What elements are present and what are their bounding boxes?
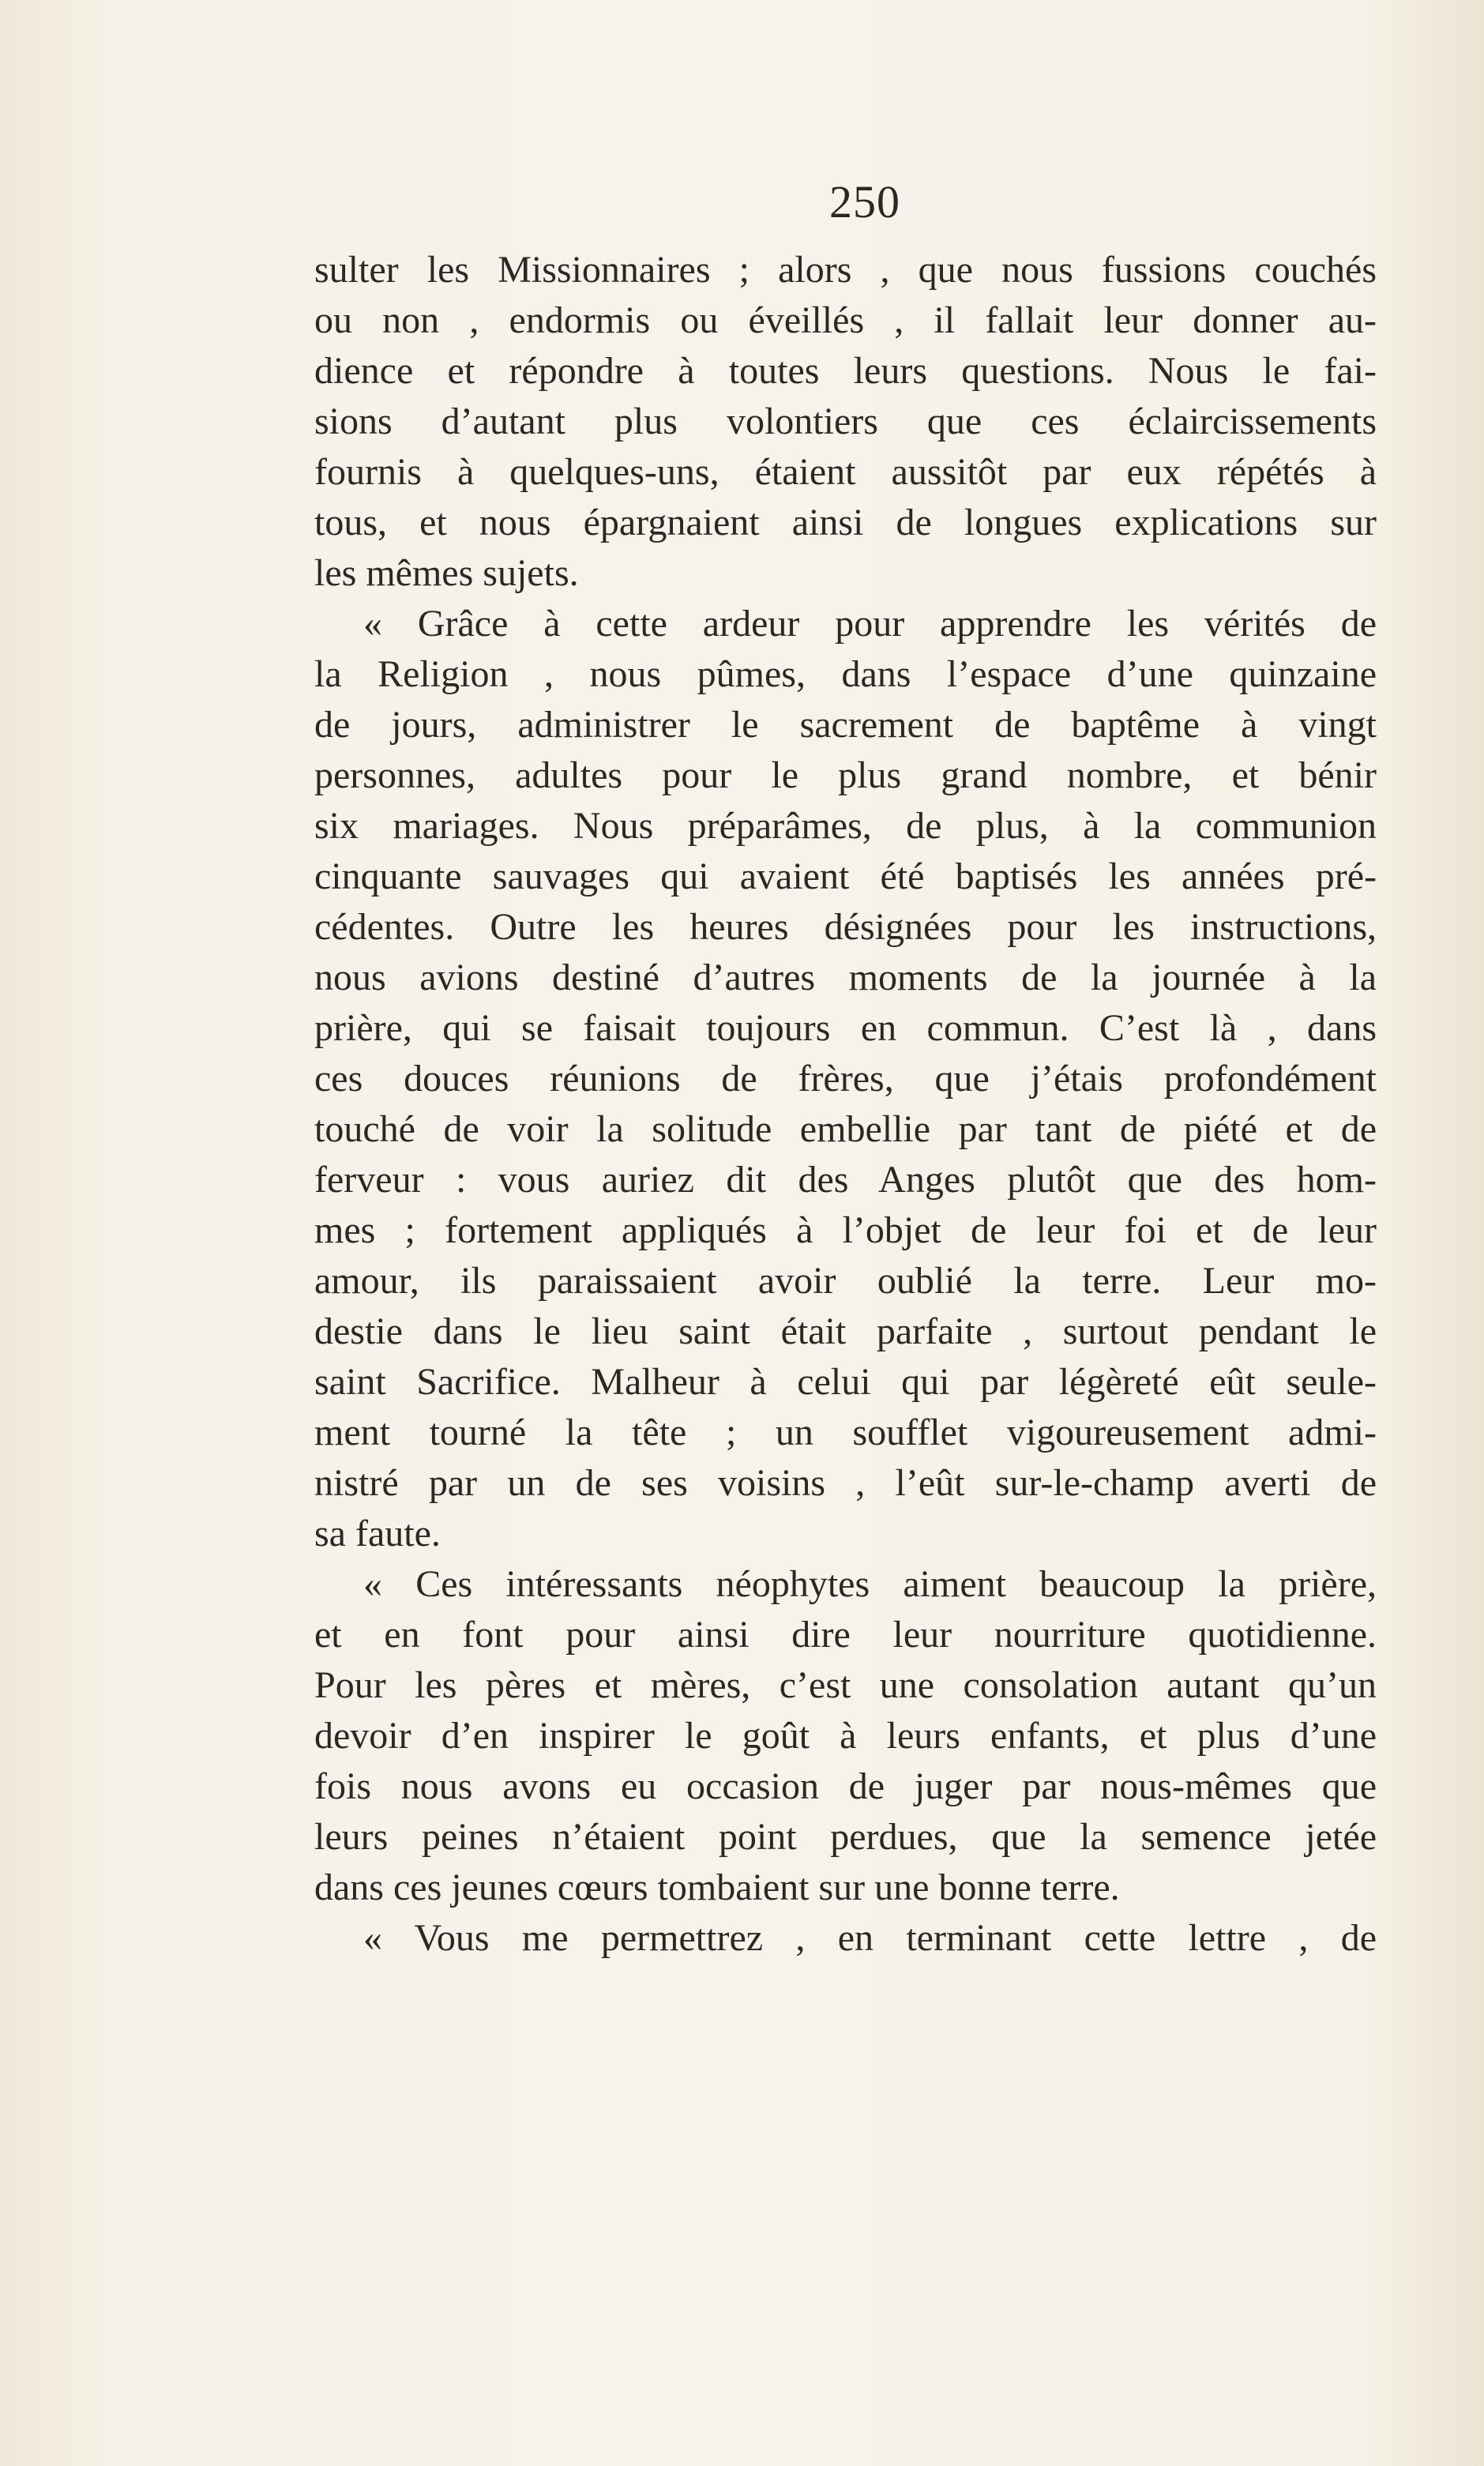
text-line: ou non , endormis ou éveillés , il fallait leur donner au- (314, 299, 1377, 341)
text-line: prière, qui se faisait toujours en commun. C’est là , dans (314, 1007, 1377, 1049)
text-line: fois nous avons eu occasion de juger par nous-mêmes que (314, 1765, 1377, 1807)
text-line: dans ces jeunes cœurs tombaient sur une bonne terre. (314, 1866, 1120, 1908)
text-line: touché de voir la solitude embellie par tant de piété et de (314, 1108, 1377, 1150)
text-line: et en font pour ainsi dire leur nourriture quotidienne. (314, 1614, 1377, 1656)
text-line: sulter les Missionnaires ; alors , que nous fussions couchés (314, 249, 1377, 291)
text-line: saint Sacrifice. Malheur à celui qui par légèreté eût seule- (314, 1361, 1377, 1403)
text-line: « Ces intéressants néophytes aiment beaucoup la prière, (363, 1563, 1377, 1605)
text-line: ces douces réunions de frères, que j’étais profondément (314, 1058, 1377, 1100)
text-line: les mêmes sujets. (314, 552, 579, 594)
text-line: cédentes. Outre les heures désignées pour les instructions, (314, 906, 1377, 948)
text-line: leurs peines n’étaient point perdues, que la semence jetée (314, 1816, 1377, 1858)
text-line: six mariages. Nous préparâmes, de plus, à la communion (314, 805, 1377, 847)
text-line: destie dans le lieu saint était parfaite , surtout pendant le (314, 1310, 1377, 1352)
text-line: tous, et nous épargnaient ainsi de longues explications sur (314, 502, 1377, 543)
text-line: « Vous me permettrez , en terminant cette lettre , de (363, 1917, 1377, 1959)
text-line: sions d’autant plus volontiers que ces éclaircissements (314, 400, 1377, 442)
text-line: fournis à quelques-uns, étaient aussitôt par eux répétés à (314, 451, 1377, 493)
text-line: « Grâce à cette ardeur pour apprendre les vérités de (363, 603, 1377, 645)
text-line: personnes, adultes pour le plus grand nombre, et bénir (314, 754, 1377, 796)
text-line: ferveur : vous auriez dit des Anges plutôt que des hom- (314, 1159, 1377, 1201)
text-line: nistré par un de ses voisins , l’eût sur-le-champ averti de (314, 1462, 1377, 1504)
text-line: dience et répondre à toutes leurs questions. Nous le fai- (314, 350, 1377, 392)
text-line: de jours, administrer le sacrement de baptême à vingt (314, 704, 1377, 746)
body-text (314, 245, 1377, 1964)
text-line: amour, ils paraissaient avoir oublié la terre. Leur mo- (314, 1260, 1377, 1302)
text-line: nous avions destiné d’autres moments de la journée à la (314, 957, 1377, 998)
text-line: Pour les pères et mères, c’est une consolation autant qu’un (314, 1664, 1377, 1706)
text-line: devoir d’en inspirer le goût à leurs enfants, et plus d’une (314, 1715, 1377, 1757)
page-number: 250 (829, 176, 900, 227)
text-line: mes ; fortement appliqués à l’objet de leur foi et de leur (314, 1209, 1377, 1251)
text-line: cinquante sauvages qui avaient été baptisés les années pré- (314, 855, 1377, 897)
text-line: sa faute. (314, 1513, 441, 1554)
text-line: ment tourné la tête ; un soufflet vigoureusement admi- (314, 1412, 1377, 1453)
text-line: la Religion , nous pûmes, dans l’espace d’une quinzaine (314, 653, 1377, 695)
